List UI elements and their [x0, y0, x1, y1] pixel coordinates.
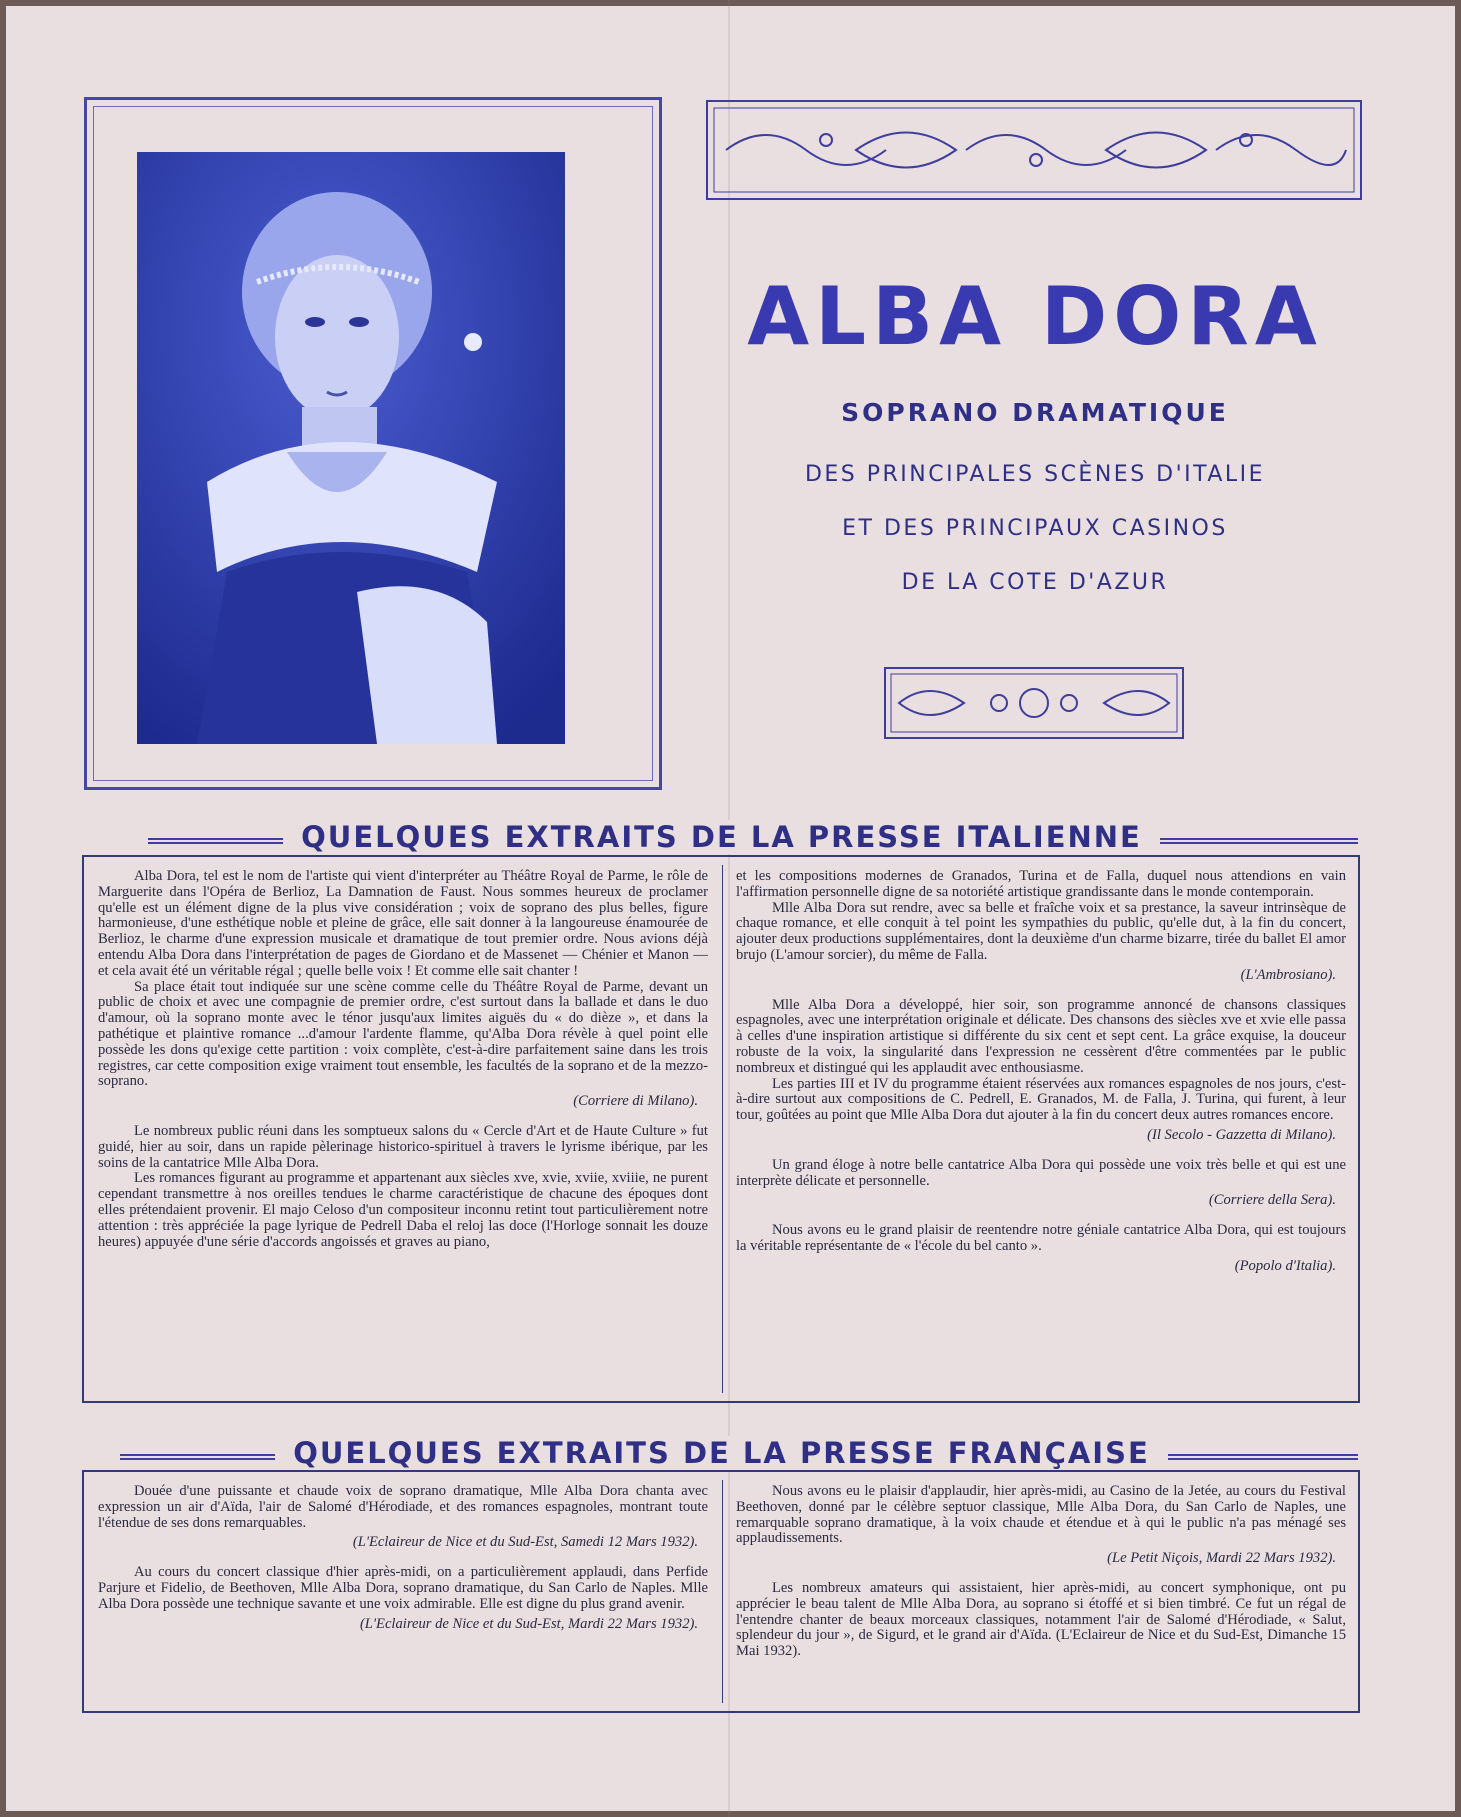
- press-paragraph: Le nombreux public réuni dans les somptueux salons du « Cercle d'Art et de Haute Culture » fut guidé, hier au soir, dans un rapide pèlerinage historico-spirituel à travers le lyrisme ibérique, par les soins de la cantatrice Mlle Alba Dora.: [98, 1122, 708, 1171]
- column-divider: [722, 865, 723, 1393]
- section-title-french: QUELQUES EXTRAITS DE LA PRESSE FRANÇAISE: [84, 1436, 1359, 1470]
- press-paragraph: Mlle Alba Dora sut rendre, avec sa belle et fraîche voix et sa prestance, la saveur intrinsèque de chaque romance, et elle conquit à tel point les sympathies du public, qu'elle dut, à la fin du concert, ajouter deux productions supplémentaires, dont la deuxième d'un charme bizarre, tirée du ballet El amor brujo (L'amour sorcier), du même de Falla.: [736, 899, 1346, 963]
- french-press-box: [82, 1470, 1360, 1713]
- floral-ornament-icon: [884, 667, 1184, 739]
- floral-ornament-icon: [706, 100, 1362, 200]
- artist-line-1: DES PRINCIPALES SCÈNES D'ITALIE: [804, 462, 1266, 487]
- press-source: (Corriere di Milano).: [573, 1093, 698, 1110]
- artist-name: ALBA DORA: [747, 270, 1323, 363]
- press-paragraph: Les parties III et IV du programme étaient réservées aux romances espagnoles de nos jours, c'est-à-dire surtout aux compositions de C. Pedrell, E. Granados, M. de Falla, J. Turina, qui furent, à leur tour, goûtées au point que Mlle Alba Dora dut ajouter à la fin du concert deux autres romances encore.: [736, 1075, 1346, 1124]
- column-divider: [722, 1480, 723, 1703]
- press-source: (L'Eclaireur de Nice et du Sud-Est, Mardi 22 Mars 1932).: [359, 1615, 698, 1632]
- french-right-column: [736, 1484, 1346, 1660]
- press-source: (L'Eclaireur de Nice et du Sud-Est, Samedi 12 Mars 1932).: [352, 1534, 698, 1551]
- press-paragraph: Au cours du concert classique d'hier après-midi, on a particulièrement applaudi, dans Perfide Parjure et Fidelio, de Beethoven, Mlle Alba Dora, soprano dramatique, du San Carlo de Naples. Mlle Alba Dora possède une technique savante et une voix admirable. Elle est digne du plus grand avenir.: [98, 1564, 708, 1612]
- portrait-frame: [84, 97, 662, 790]
- press-paragraph: Douée d'une puissante et chaude voix de soprano dramatique, Mlle Alba Dora chanta avec expression un air d'Aïda, l'air de Salomé d'Hérodiade, et des romances espagnoles, montrant toute l'étendue de ses dons remarquables.: [98, 1483, 708, 1531]
- press-source: (L'Ambrosiano).: [1240, 966, 1336, 983]
- press-paragraph: Les nombreux amateurs qui assistaient, hier après-midi, au concert symphonique, ont pu apprécier le beau talent de Mlle Alba Dora, au soprano si étoffé et si bien timbré. Ce fut un régal de l'entendre chanter de beaux morceaux classiques, notamment l'air de Salomé d'Hérodiade, « Salut, splendeur du jour », de Sigurd, et le grand air d'Aïda. (L'Eclaireur de Nice et du Sud-Est, Dimanche 15 Mai 1932).: [736, 1579, 1346, 1660]
- italian-press-box: [82, 855, 1360, 1403]
- italian-right-column: [736, 869, 1346, 1289]
- press-paragraph: Les romances figurant au programme et appartenant aux siècles xve, xvie, xviie, xviiie, ne purent cependant transmettre à nos oreilles tendues le charme caractéristique de chacune des époques dont elles prétendaient provenir. El majo Celoso d'un compositeur inconnu retint tout particulièrement notre attention : très appréciée la page lyrique de Pedrell Daba el reloj las doce (l'Horloge sonnait les douze heures) appuyée d'une série d'accords angoissés et graves au piano,: [98, 1170, 708, 1250]
- section-title-italian: QUELQUES EXTRAITS DE LA PRESSE ITALIENNE: [84, 820, 1359, 854]
- press-paragraph: Sa place était tout indiquée sur une scène comme celle du Théâtre Royal de Parme, devant un public de choix et avec une compagnie de premier ordre, c'est surtout dans la ballade et dans le duo d'amour, où la soprano monte avec le ténor jusqu'aux limites aiguës du « do dièze », et dans la pathétique et plaintive romance ...d'amour l'ardente flamme, qu'Alba Dora révèle à quel point elle possède les dons qu'exige cette partition : voix complète, c'est-à-dire parfaitement saine dans les trois registres, car cette composition exige vraiment tout ensemble, les facultés de la soprano et de la mezzo-soprano.: [98, 978, 708, 1090]
- press-source: (Popolo d'Italia).: [1234, 1257, 1336, 1274]
- press-paragraph: Mlle Alba Dora a développé, hier soir, son programme annoncé de chansons classiques espagnoles, avec une interprétation originale et délicate. Des chansons des siècles xve et xvie elle passa à celles d'une inspiration artistique si différente du six cent et sept cent. La grâce exquise, la douceur robuste de la voix, la singularité dans l'expression ne cessèrent d'être commentées par le public nombreux et distingué qui les applaudit avec enthousiasme.: [736, 996, 1346, 1076]
- portrait-photo: [137, 152, 565, 744]
- artist-line-2: ET DES PRINCIPAUX CASINOS: [842, 516, 1228, 541]
- press-paragraph: Nous avons eu le plaisir d'applaudir, hier après-midi, au Casino de la Jetée, au cours du Festival Beethoven, donné par le célèbre septuor classique, Mlle Alba Dora, du San Carlo de Naples, une remarquable soprano dramatique, à la voix chaude et étendue et à qui le public n'a pas ménagé ses applaudissements.: [736, 1483, 1346, 1547]
- french-left-column: [98, 1484, 708, 1646]
- press-source: (Il Secolo - Gazzetta di Milano).: [1147, 1126, 1336, 1143]
- artist-line-3: DE LA COTE D'AZUR: [901, 570, 1169, 595]
- press-paragraph: Alba Dora, tel est le nom de l'artiste qui vient d'interpréter au Théâtre Royal de Parme, le rôle de Marguerite dans l'Opéra de Berlioz, La Damnation de Faust. Nous sommes heureux de proclamer qu'elle est un élément digne de la plus vive considération ; voix de soprano des plus belles, figure harmonieuse, d'une esthétique noble et pleine de grâce, elle sait donner à la langoureuse énamourée de Berlioz, le charme d'une expression musicale et dramatique de tout premier ordre. Nous avions déjà entendu Alba Dora dans l'interprétation de pages de Giordano et de Massenet — Chénier et Manon — et cela avait été un véritable régal ; quelle belle voix ! Et comme elle sait chanter !: [98, 868, 708, 979]
- italian-left-column: [98, 869, 708, 1250]
- press-source: (Corriere della Sera).: [1208, 1192, 1336, 1209]
- press-paragraph: et les compositions modernes de Granados, Turina et de Falla, duquel nous attendions en vain l'affirmation personnelle digne de sa notoriété artistique grandissante dans le monde contemporain.: [736, 868, 1346, 900]
- press-paragraph: Nous avons eu le grand plaisir de reentendre notre géniale cantatrice Alba Dora, qui est toujours la véritable représentante de « l'école du bel canto ».: [736, 1222, 1346, 1254]
- press-paragraph: Un grand éloge à notre belle cantatrice Alba Dora qui possède une voix très belle et qui est une interprète délicate et personnelle.: [736, 1156, 1346, 1189]
- press-source: (Le Petit Niçois, Mardi 22 Mars 1932).: [1107, 1550, 1336, 1567]
- artist-subtitle: SOPRANO DRAMATIQUE: [841, 398, 1229, 427]
